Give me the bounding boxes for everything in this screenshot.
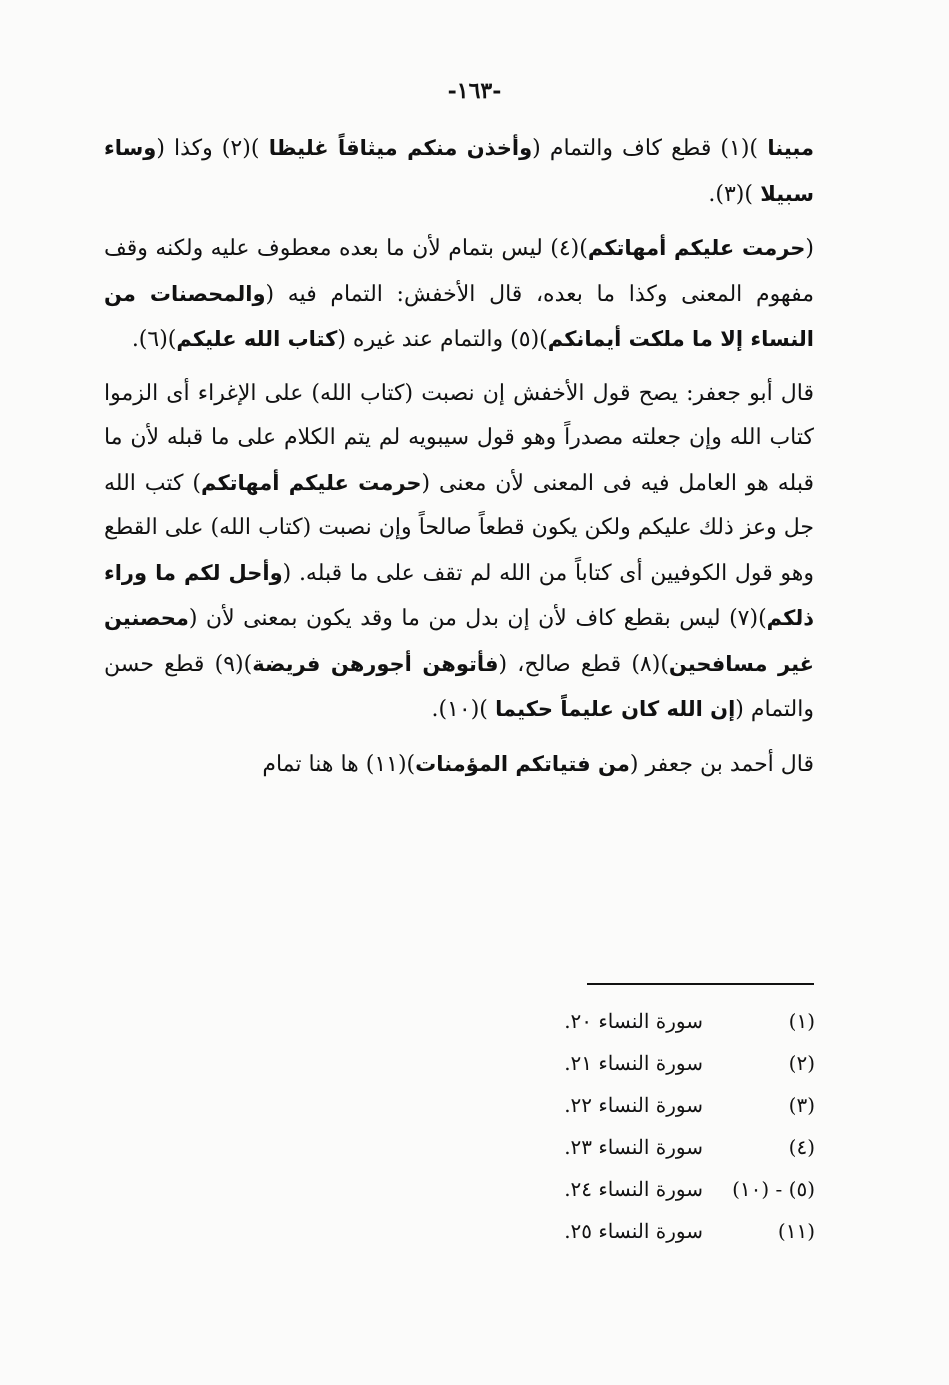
footnote-reference: سورة النساء ٢٢. [564, 1093, 703, 1117]
paragraph [104, 126, 814, 217]
footnote-number: (١) [788, 1009, 815, 1033]
footnote-item [480, 1000, 815, 1042]
text-segment: )(١) قطع كاف والتمام ( [532, 136, 758, 161]
quranic-quote: من فتياتكم المؤمنات [415, 751, 630, 776]
quranic-quote: وأحل لكم ما وراء ذلكم [104, 560, 814, 630]
paragraph [104, 742, 814, 788]
footnote-item [480, 1126, 815, 1168]
footnote-item [480, 1168, 815, 1210]
quranic-quote: وأخذن منكم ميثاقاً غليظا [259, 136, 533, 160]
footnote-number: (٣) [788, 1093, 815, 1117]
quranic-quote: كتاب الله عليكم [176, 327, 338, 351]
footnote-reference: سورة النساء ٢٠. [564, 1009, 703, 1033]
text-segment: ( [805, 236, 814, 261]
page-number: -١٦٣- [447, 78, 502, 104]
main-text [104, 126, 814, 787]
footnote-reference: سورة النساء ٢٣. [564, 1135, 703, 1159]
paragraph [104, 226, 814, 363]
quranic-quote: والمحصنات من النساء إلا ما ملكت أيمانكم [104, 281, 814, 351]
footnote-number: (٢) [788, 1051, 815, 1075]
quranic-quote: وساء سبيلا [104, 136, 814, 206]
footnote-divider [587, 983, 814, 985]
quranic-quote: حرمت عليكم أمهاتكم [587, 236, 806, 260]
text-segment: )(٩) قطع حسن والتمام ( [104, 651, 814, 722]
text-segment: )(٥) والتمام عند غيره ( [337, 327, 548, 352]
quranic-quote: حرمت عليكم أمهاتكم [200, 470, 422, 495]
footnote-item [480, 1084, 815, 1126]
paragraph [104, 372, 814, 733]
text-segment: قال أحمد بن جعفر ( [629, 751, 814, 777]
text-segment: قال أبو جعفر: يصح قول الأخفش إن نصبت (كتاب الله) على الإغراء أى الزموا كتاب الله وإن جعلته مصدراً وهو قول سيبويه لم يتم الكلام على ما قبله لأن ما قبله هو العامل فيه فى المعنى لأن معنى ( [104, 380, 814, 496]
text-segment: )(٦). [131, 327, 177, 352]
footnote-item [480, 1042, 815, 1084]
quranic-quote: إن الله كان عليماً حكيما [487, 697, 736, 721]
footnote-number: (٥) - (١٠) [732, 1177, 815, 1201]
text-segment: )(١١) ها هنا تمام [262, 751, 416, 777]
footnotes-list [480, 1000, 815, 1252]
text-segment: )(٤) ليس بتمام لأن ما بعده معطوف عليه ولكنه وقف مفهوم المعنى وكذا ما بعده، قال الأخفش: التمام فيه ( [104, 236, 814, 307]
text-segment: )(٣). [708, 181, 753, 207]
quranic-quote: مبينا [758, 136, 814, 160]
footnote-reference: سورة النساء ٢٥. [564, 1219, 703, 1243]
footnote-number: (٤) [788, 1135, 815, 1159]
footnote-item [480, 1210, 815, 1252]
text-segment: )(٧) ليس بقطع كاف لأن إن بدل من ما وقد يكون بمعنى لأن ( [188, 606, 767, 631]
text-segment: )(٨) قطع صالح، ( [498, 651, 669, 677]
quranic-quote: محصنين غير مسافحين [104, 606, 814, 676]
text-segment: ) كتب الله جل وعز ذلك عليكم ولكن يكون قطعاً صالحاً وإن نصبت (كتاب الله) على القطع وهو قول الكوفيين أى كتاباً من الله لم تقف على ما قبله. ( [104, 470, 815, 586]
quranic-quote: فأتوهن أجورهن فريضة [252, 651, 499, 676]
footnote-reference: سورة النساء ٢٤. [564, 1177, 703, 1201]
text-segment: )(١٠). [431, 697, 488, 722]
footnote-reference: سورة النساء ٢١. [564, 1051, 703, 1075]
footnote-number: (١١) [777, 1219, 815, 1243]
text-segment: )(٢) وكذا ( [156, 136, 260, 161]
